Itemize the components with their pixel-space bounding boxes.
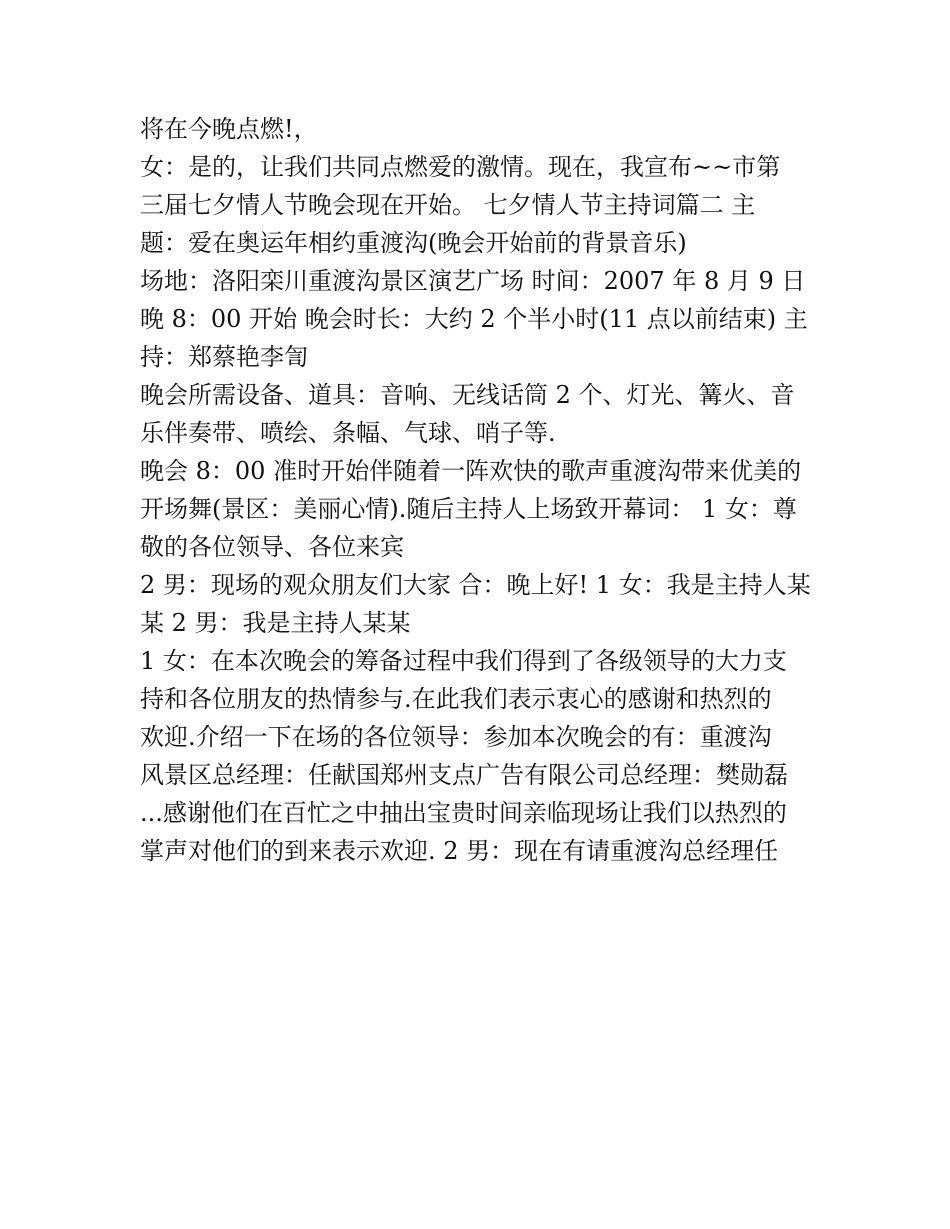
text-line: 晚会所需设备、道具：音响、无线话筒 2 个、灯光、篝火、音 xyxy=(140,381,795,409)
text-line: ...感谢他们在百忙之中抽出宝贵时间亲临现场让我们以热烈的 xyxy=(140,799,787,827)
text-line: 乐伴奏带、喷绘、条幅、气球、哨子等. xyxy=(140,419,556,447)
text-line: 持：郑蔡艳李訇 xyxy=(140,343,308,371)
text-line: 敬的各位领导、各位来宾 xyxy=(140,533,404,561)
text-line: 持和各位朋友的热情参与.在此我们表示衷心的感谢和热烈的 xyxy=(140,685,772,713)
text-line: 某 2 男：我是主持人某某 xyxy=(140,609,411,637)
text-line: 2 男：现场的观众朋友们大家 合：晚上好! 1 女：我是主持人某 xyxy=(140,571,811,599)
text-line: 女：是的，让我们共同点燃爱的激情。现在，我宣布~~市第 xyxy=(140,153,781,181)
document-body xyxy=(140,110,820,870)
text-line: 掌声对他们的到来表示欢迎. 2 男：现在有请重渡沟总经理任 xyxy=(140,837,779,865)
text-line: 风景区总经理：任献国郑州支点广告有限公司总经理：樊勋磊 xyxy=(140,761,788,789)
text-line: 开场舞(景区：美丽心情).随后主持人上场致开幕词： 1 女：尊 xyxy=(140,495,797,523)
text-line: 1 女：在本次晚会的筹备过程中我们得到了各级领导的大力支 xyxy=(140,647,787,675)
text-line: 欢迎.介绍一下在场的各位领导：参加本次晚会的有：重渡沟 xyxy=(140,723,772,751)
text-line: 晚会 8：00 准时开始伴随着一阵欢快的歌声重渡沟带来优美的 xyxy=(140,457,802,485)
text-line: 三届七夕情人节晚会现在开始。 七夕情人节主持词篇二 主 xyxy=(140,191,756,219)
text-line: 场地：洛阳栾川重渡沟景区演艺广场 时间：2007 年 8 月 9 日 xyxy=(140,267,806,295)
text-line: 晚 8：00 开始 晚会时长：大约 2 个半小时(11 点以前结束) 主 xyxy=(140,305,808,333)
text-line: 将在今晚点燃!， xyxy=(140,115,318,143)
text-line: 题：爱在奥运年相约重渡沟(晚会开始前的背景音乐) xyxy=(140,229,687,257)
